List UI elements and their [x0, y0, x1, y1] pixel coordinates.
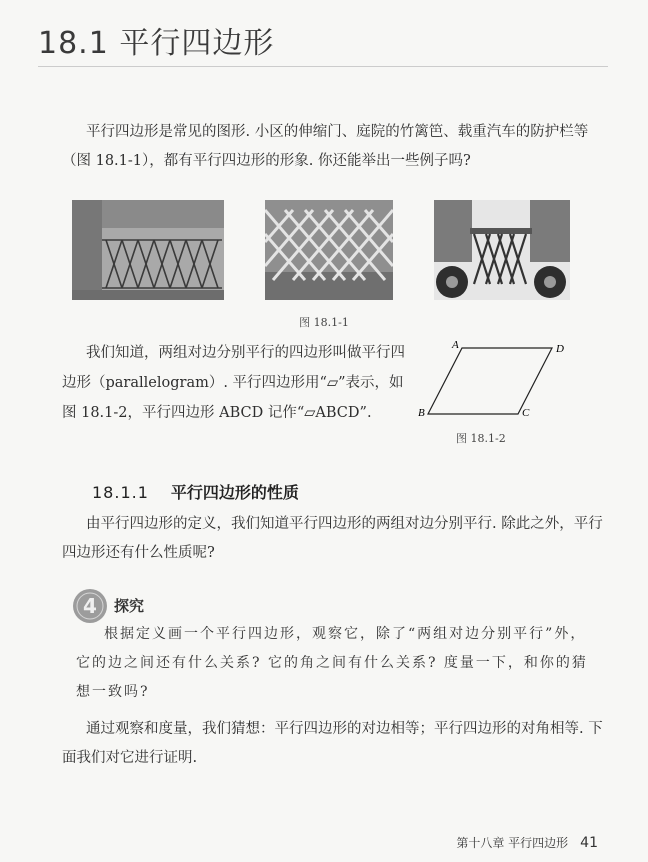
page-footer	[456, 834, 598, 851]
conclusion-paragraph: 通过观察和度量，我们猜想：平行四边形的对边相等；平行四边形的对角相等. 下面我们对它进行证明.	[62, 721, 603, 766]
properties-paragraph: 由平行四边形的定义，我们知道平行四边形的两组对边分别平行. 除此之外，平行四边形还有什么性质呢?	[62, 516, 603, 561]
truck-guardrail-photo	[434, 200, 570, 300]
parallelogram-abcd	[428, 348, 552, 414]
footer-chapter: 第十八章 平行四边形	[456, 836, 569, 850]
explore-icon	[72, 588, 108, 624]
retractable-gate-photo	[72, 200, 224, 300]
explore-icon-letter: 4	[83, 594, 97, 618]
vertex-c-label: C	[522, 407, 530, 419]
figure-caption: 图 18.1-1	[299, 316, 349, 329]
explore-text: 根据定义画一个平行四边形，观察它，除了“两组对边分别平行”外，它的边之间还有什么关系? 它的角之间有什么关系? 度量一下，和你的猜想一致吗?	[76, 626, 588, 700]
bamboo-fence-photo	[265, 200, 393, 300]
intro-paragraph: 平行四边形是常见的图形. 小区的伸缩门、庭院的竹篱笆、载重汽车的防护栏等（图 18.1-1），都有平行四边形的形象. 你还能举出一些例子吗?	[62, 124, 589, 169]
vertex-b-label: B	[418, 407, 425, 419]
parallelogram-figure	[410, 336, 580, 426]
definition-paragraph: 我们知道，两组对边分别平行的四边形叫做平行四边形（parallelogram）. 平行四边形用“▱”表示，如图 18.1-2，平行四边形 ABCD 记作“▱ABCD”.	[62, 345, 405, 421]
subsection-heading	[92, 480, 299, 503]
subsection-number: 18.1.1	[92, 483, 149, 502]
vertex-a-label: A	[452, 339, 459, 351]
page-number: 41	[580, 835, 598, 851]
figure-caption: 图 18.1-2	[456, 432, 506, 445]
subsection-title: 平行四边形的性质	[170, 483, 299, 502]
vertex-d-label: D	[556, 343, 564, 355]
section-title: 18.1 平行四边形	[38, 18, 608, 67]
explore-label: 探究	[114, 597, 145, 615]
